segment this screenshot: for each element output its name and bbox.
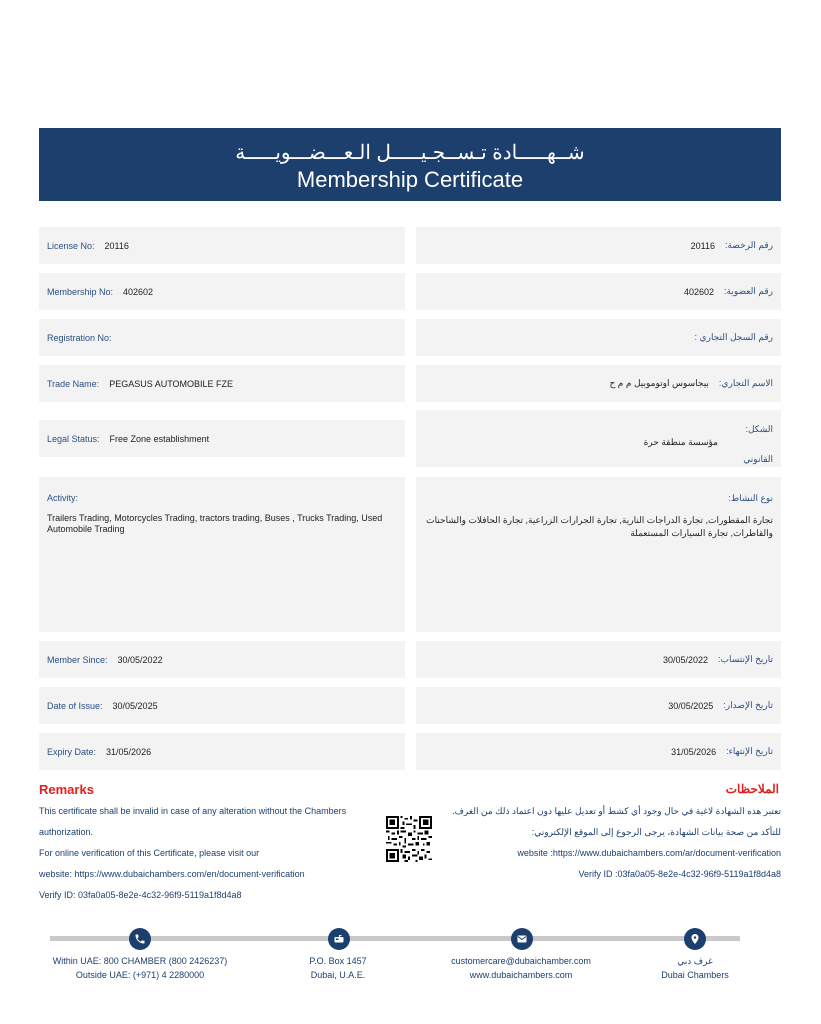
email-icon — [511, 928, 533, 950]
registration-en-cell — [39, 319, 405, 356]
remarks-en-line-1: This certificate shall be invalid in case of any alteration without the Chambers — [39, 806, 347, 816]
license-label-en: License No: — [47, 240, 95, 251]
footer-location-en: Dubai Chambers — [661, 970, 729, 980]
license-en-cell — [39, 227, 405, 264]
footer-phone-line-1[interactable]: Within UAE: 800 CHAMBER (800 2426237) — [52, 956, 228, 966]
license-label-ar: رقم الرخصة: — [724, 240, 773, 250]
activity-value-en: Trailers Trading, Motorcycles Trading, tractors trading, Buses , Trucks Trading, Used Automobile Trading — [47, 513, 383, 534]
legal-status-en-cell — [39, 420, 405, 457]
issue-date-label-en: Date of Issue: — [47, 700, 103, 711]
membership-value-ar: 402602 — [683, 286, 714, 297]
activity-ar-cell — [416, 477, 781, 632]
activity-label-ar: نوع النشاط: — [728, 493, 773, 503]
legal-status-value-ar: مؤسسة منطقة حرة — [643, 437, 718, 447]
remarks-en-verify-id: Verify ID: 03fa0a05-8e2e-4c32-96f9-5119a1f8d4a8 — [39, 890, 242, 900]
remarks-ar-line-2: للتأكد من صحة بيانات الشهادة، يرجى الرجوع إلى الموقع الإلكتروني: — [531, 827, 781, 837]
certificate-header — [39, 128, 781, 201]
header-title-en: Membership Certificate — [296, 167, 524, 192]
footer-phone — [40, 954, 240, 982]
trade-name-value-ar: بيجاسوس اوتوموبيل م م ح — [609, 378, 709, 388]
activity-value-ar: تجارة المقطورات, تجارة الدراجات النارية, تجارة الجرارات الزراعية, تجارة الحافلات والشاحنات والقاطرات, تجارة السيارات المستعملة — [426, 515, 773, 538]
issue-date-ar-cell — [416, 687, 781, 724]
footer-location — [645, 954, 745, 982]
footer-po-box — [288, 954, 388, 982]
footer-web-link[interactable]: www.dubaichambers.com — [469, 970, 573, 980]
expiry-date-value-en: 31/05/2026 — [106, 746, 152, 757]
license-ar-cell — [416, 227, 781, 264]
member-since-ar-cell — [416, 641, 781, 678]
member-since-en-cell — [39, 641, 405, 678]
issue-date-label-ar: تاريخ الإصدار: — [723, 700, 773, 710]
membership-ar-cell — [416, 273, 781, 310]
footer-phone-line-2[interactable]: Outside UAE: (+971) 4 2280000 — [75, 970, 205, 980]
remarks-ar-website[interactable]: website :https://www.dubaichambers.com/ar/document-verification — [517, 848, 781, 858]
remarks-ar-verify-id: Verify ID :03fa0a05-8e2e-4c32-96f9-5119a1f8d4a8 — [578, 869, 781, 879]
member-since-label-ar: تاريخ الإنتساب: — [717, 654, 773, 664]
trade-name-label-ar: الاسم التجاري: — [718, 378, 773, 388]
footer-email-link[interactable]: customercare@dubaichamber.com — [451, 956, 591, 966]
legal-status-ar-cell — [416, 410, 781, 467]
member-since-label-en: Member Since: — [47, 654, 108, 665]
legal-status-label-en: Legal Status: — [47, 433, 100, 444]
phone-icon — [129, 928, 151, 950]
legal-status-label-ar-2: القانوني — [743, 454, 773, 464]
trade-name-value-en: PEGASUS AUTOMOBILE FZE — [109, 378, 234, 389]
footer-divider — [50, 936, 740, 941]
membership-label-en: Membership No: — [47, 286, 114, 297]
remarks-en-website[interactable]: website: https://www.dubaichambers.com/en/document-verification — [39, 869, 305, 879]
member-since-value-en: 30/05/2022 — [117, 654, 163, 665]
location-pin-icon — [684, 928, 706, 950]
activity-en-cell — [39, 477, 405, 632]
footer-po-line-2: Dubai, U.A.E. — [310, 970, 366, 980]
remarks-en-line-3: For online verification of this Certificate, please visit our — [39, 848, 260, 858]
remarks-title-ar: الملاحظات — [725, 782, 779, 796]
activity-label-en: Activity: — [47, 493, 79, 503]
issue-date-en-cell — [39, 687, 405, 724]
footer-po-line-1: P.O. Box 1457 — [309, 956, 367, 966]
expiry-date-value-ar: 31/05/2026 — [671, 746, 717, 757]
footer-contact — [436, 954, 606, 982]
trade-name-ar-cell — [416, 365, 781, 402]
license-value-en: 20116 — [104, 240, 129, 251]
footer-location-ar: غرف دبي — [677, 956, 713, 966]
remarks-title-en: Remarks — [39, 782, 94, 797]
legal-status-label-ar-1: الشكل: — [745, 424, 773, 434]
registration-label-en: Registration No: — [47, 332, 112, 343]
expiry-date-label-en: Expiry Date: — [47, 746, 97, 757]
license-value-ar: 20116 — [690, 240, 715, 251]
issue-date-value-en: 30/05/2025 — [112, 700, 158, 711]
membership-value-en: 402602 — [123, 286, 154, 297]
qr-code — [386, 816, 432, 862]
trade-name-label-en: Trade Name: — [47, 378, 100, 389]
expiry-date-en-cell — [39, 733, 405, 770]
registration-ar-cell — [416, 319, 781, 356]
expiry-date-label-ar: تاريخ الإنتهاء: — [726, 746, 773, 756]
member-since-value-ar: 30/05/2022 — [662, 654, 708, 665]
trade-name-en-cell — [39, 365, 405, 402]
registration-label-ar: رقم السجل التجاري : — [694, 332, 773, 342]
mailbox-icon — [328, 928, 350, 950]
membership-label-ar: رقم العضوية: — [723, 286, 773, 296]
header-title-ar: شــهـــــادة تـســجـيـــــل الـعـــضـــويـــــة — [235, 142, 585, 164]
legal-status-value-en: Free Zone establishment — [109, 433, 210, 444]
remarks-ar-line-1: تعتبر هذه الشهادة لاغية في حال وجود أي كشط أو تعديل عليها دون اعتماد ذلك من الغرف. — [452, 806, 781, 816]
expiry-date-ar-cell — [416, 733, 781, 770]
issue-date-value-ar: 30/05/2025 — [668, 700, 714, 711]
remarks-en-line-2: authorization. — [39, 827, 94, 837]
membership-en-cell — [39, 273, 405, 310]
